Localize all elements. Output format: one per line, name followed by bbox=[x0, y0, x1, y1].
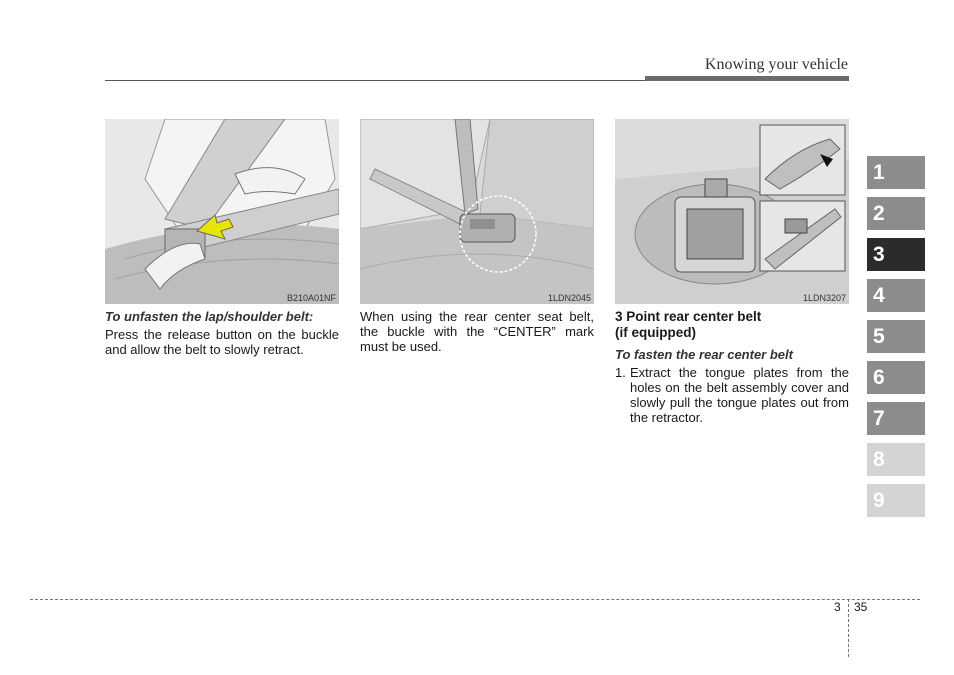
col1-subheading: To unfasten the lap/shoulder belt: bbox=[105, 309, 314, 324]
col3-list-item bbox=[615, 365, 849, 425]
chapter-tab-7[interactable]: 7 bbox=[867, 402, 925, 435]
col2-body: When using the rear center seat belt, the buckle with the “CENTER” mark must be used. bbox=[360, 309, 594, 354]
chapter-tab-2[interactable]: 2 bbox=[867, 197, 925, 230]
chapter-tab-9[interactable]: 9 bbox=[867, 484, 925, 517]
figure-center-buckle bbox=[360, 119, 594, 304]
footer-page-number: 35 bbox=[854, 600, 868, 614]
chapter-tab-3[interactable]: 3 bbox=[867, 238, 925, 271]
figure-code-3: 1LDN3207 bbox=[802, 293, 846, 303]
chapter-tabs bbox=[867, 156, 925, 525]
figure-code-2: 1LDN2045 bbox=[547, 293, 591, 303]
col1-text bbox=[105, 309, 339, 357]
footer-dashed-rule bbox=[30, 599, 920, 600]
col2-text bbox=[360, 309, 594, 354]
chapter-tab-6[interactable]: 6 bbox=[867, 361, 925, 394]
header-rule bbox=[105, 80, 645, 81]
col3-heading-line1: 3 Point rear center belt bbox=[615, 309, 762, 324]
chapter-tab-5[interactable]: 5 bbox=[867, 320, 925, 353]
figure-rear-center-belt bbox=[615, 119, 849, 304]
col3-item-number: 1. bbox=[615, 365, 626, 380]
col3-text bbox=[615, 309, 849, 425]
figure-unfasten-belt bbox=[105, 119, 339, 304]
col3-subheading: To fasten the rear center belt bbox=[615, 347, 793, 362]
footer-divider bbox=[848, 599, 849, 657]
header-title: Knowing your vehicle bbox=[704, 56, 848, 73]
col3-item-text: Extract the tongue plates from the holes on the belt assembly cover and slowly pull the tongue plates out from the retractor. bbox=[630, 365, 849, 425]
col3-heading-line2: (if equipped) bbox=[615, 325, 696, 340]
footer-chapter-number: 3 bbox=[834, 600, 841, 614]
chapter-tab-4[interactable]: 4 bbox=[867, 279, 925, 312]
header-bar bbox=[645, 76, 849, 81]
col1-body: Press the release button on the buckle and allow the belt to slowly retract. bbox=[105, 327, 339, 357]
chapter-tab-8[interactable]: 8 bbox=[867, 443, 925, 476]
chapter-tab-1[interactable]: 1 bbox=[867, 156, 925, 189]
figure-code-1: B210A01NF bbox=[286, 293, 336, 303]
